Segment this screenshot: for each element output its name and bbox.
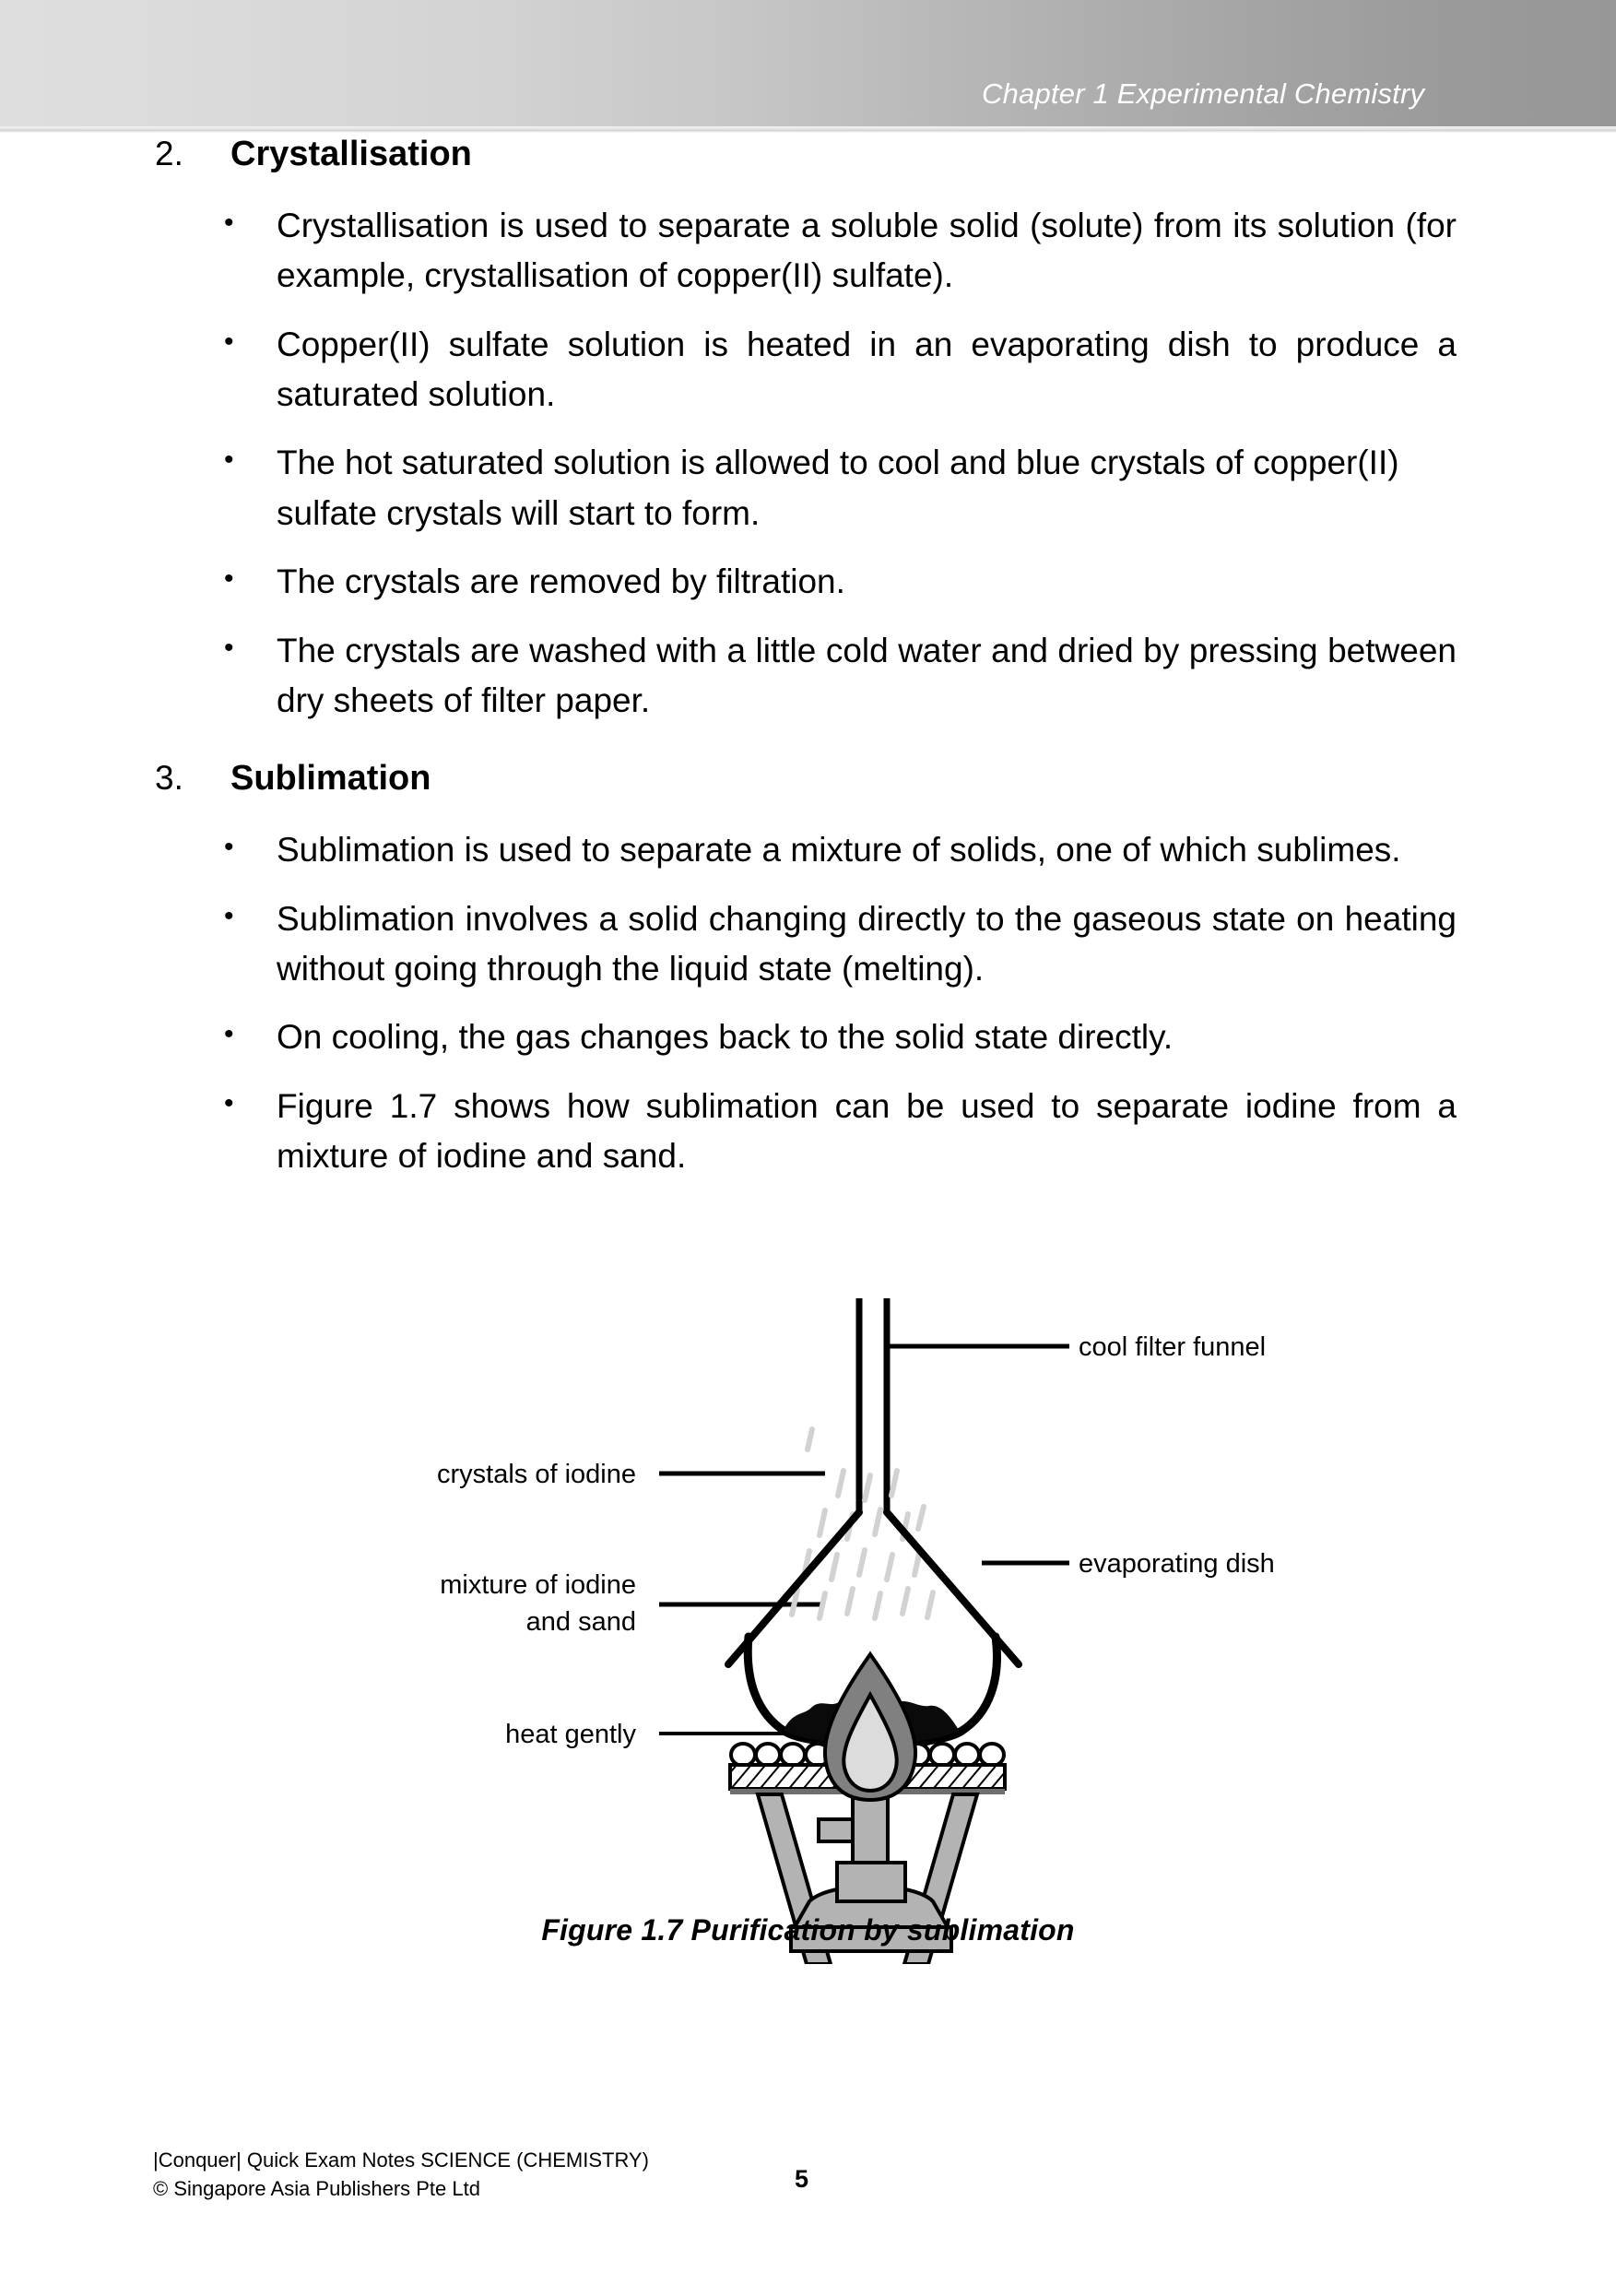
- list-item: [0, 894, 1616, 995]
- list-item-text: Crystallisation is used to separate a soluble solid (solute) from its solution (for example, crystallisation of copper(II) sulfate).: [277, 206, 1457, 295]
- list-item: [0, 825, 1616, 875]
- chapter-title: Chapter 1 Experimental Chemistry: [982, 77, 1425, 110]
- bullet-icon: •: [224, 1019, 234, 1050]
- section-sublimation: [0, 757, 1616, 1181]
- list-item: [0, 557, 1616, 607]
- footer-line-2: © Singapore Asia Publishers Pte Ltd: [153, 2177, 480, 2201]
- label-evaporating-dish: evaporating dish: [1079, 1549, 1275, 1579]
- list-item-text: Figure 1.7 shows how sublimation can be used to separate iodine from a mixture of iodine and sand.: [277, 1086, 1457, 1175]
- bullet-icon: •: [224, 563, 234, 595]
- bullet-icon: •: [224, 632, 234, 663]
- list-item-text: The crystals are washed with a little cold water and dried by pressing between dry sheets of filter paper.: [277, 631, 1457, 719]
- bullet-icon: •: [224, 1087, 234, 1118]
- list-item-text: Sublimation is used to separate a mixture of solids, one of which sublimes.: [277, 831, 1401, 870]
- label-heat-gently: heat gently: [505, 1720, 636, 1749]
- label-mixture-of-iodine-line1: mixture of iodine: [440, 1570, 636, 1600]
- list-item-text: Sublimation involves a solid changing directly to the gaseous state on heating without going through the liquid state (melting).: [277, 899, 1457, 988]
- footer-text: [153, 2146, 649, 2203]
- list-item-text: On cooling, the gas changes back to the solid state directly.: [277, 1018, 1174, 1057]
- list-item: [0, 438, 1616, 538]
- list-item-text: The crystals are removed by filtration.: [277, 562, 845, 601]
- section-crystallisation: [0, 133, 1616, 726]
- section-title: Sublimation: [230, 759, 431, 799]
- list-item: [0, 1012, 1616, 1062]
- footer-line-1: |Conquer| Quick Exam Notes SCIENCE (CHEMISTRY): [153, 2148, 649, 2172]
- header-underline: [0, 126, 1616, 133]
- burner-collar: [837, 1863, 905, 1901]
- figure-caption: Figure 1.7 Purification by sublimation: [541, 1913, 1075, 1947]
- bullet-icon: •: [224, 900, 234, 931]
- section-heading-row: [0, 133, 1616, 177]
- list-item: [0, 320, 1616, 420]
- funnel-stem: [859, 1298, 887, 1512]
- section-number: 2.: [155, 135, 183, 172]
- page-content: [0, 133, 1616, 1181]
- page-number: 5: [795, 2165, 809, 2193]
- sublimation-diagram-svg: [0, 1282, 1616, 1964]
- section-number: 3.: [155, 759, 183, 798]
- bunsen-flame: [825, 1654, 915, 1800]
- label-cool-filter-funnel: cool filter funnel: [1079, 1332, 1267, 1362]
- bullet-icon: •: [224, 832, 234, 863]
- list-item: [0, 1082, 1616, 1182]
- list-item-text: Copper(II) sulfate solution is heated in an evaporating dish to produce a saturated solution.: [277, 325, 1457, 413]
- bullet-icon: •: [224, 325, 234, 357]
- list-item-text: The hot saturated solution is allowed to cool and blue crystals of copper(II) sulfate crystals will start to form.: [277, 444, 1399, 532]
- label-crystals-of-iodine: crystals of iodine: [437, 1460, 636, 1489]
- bullet-icon: •: [224, 207, 234, 238]
- section-title: Crystallisation: [230, 135, 472, 173]
- figure-sublimation-apparatus: [0, 1282, 1616, 1964]
- burner-barrel: [853, 1798, 888, 1863]
- label-mixture-of-iodine-line2: and sand: [525, 1607, 636, 1637]
- list-item: [0, 626, 1616, 727]
- bullet-icon: •: [224, 444, 234, 476]
- burner-gas-inlet-arm: [819, 1819, 853, 1841]
- list-item: [0, 201, 1616, 302]
- section-heading-row: [0, 757, 1616, 801]
